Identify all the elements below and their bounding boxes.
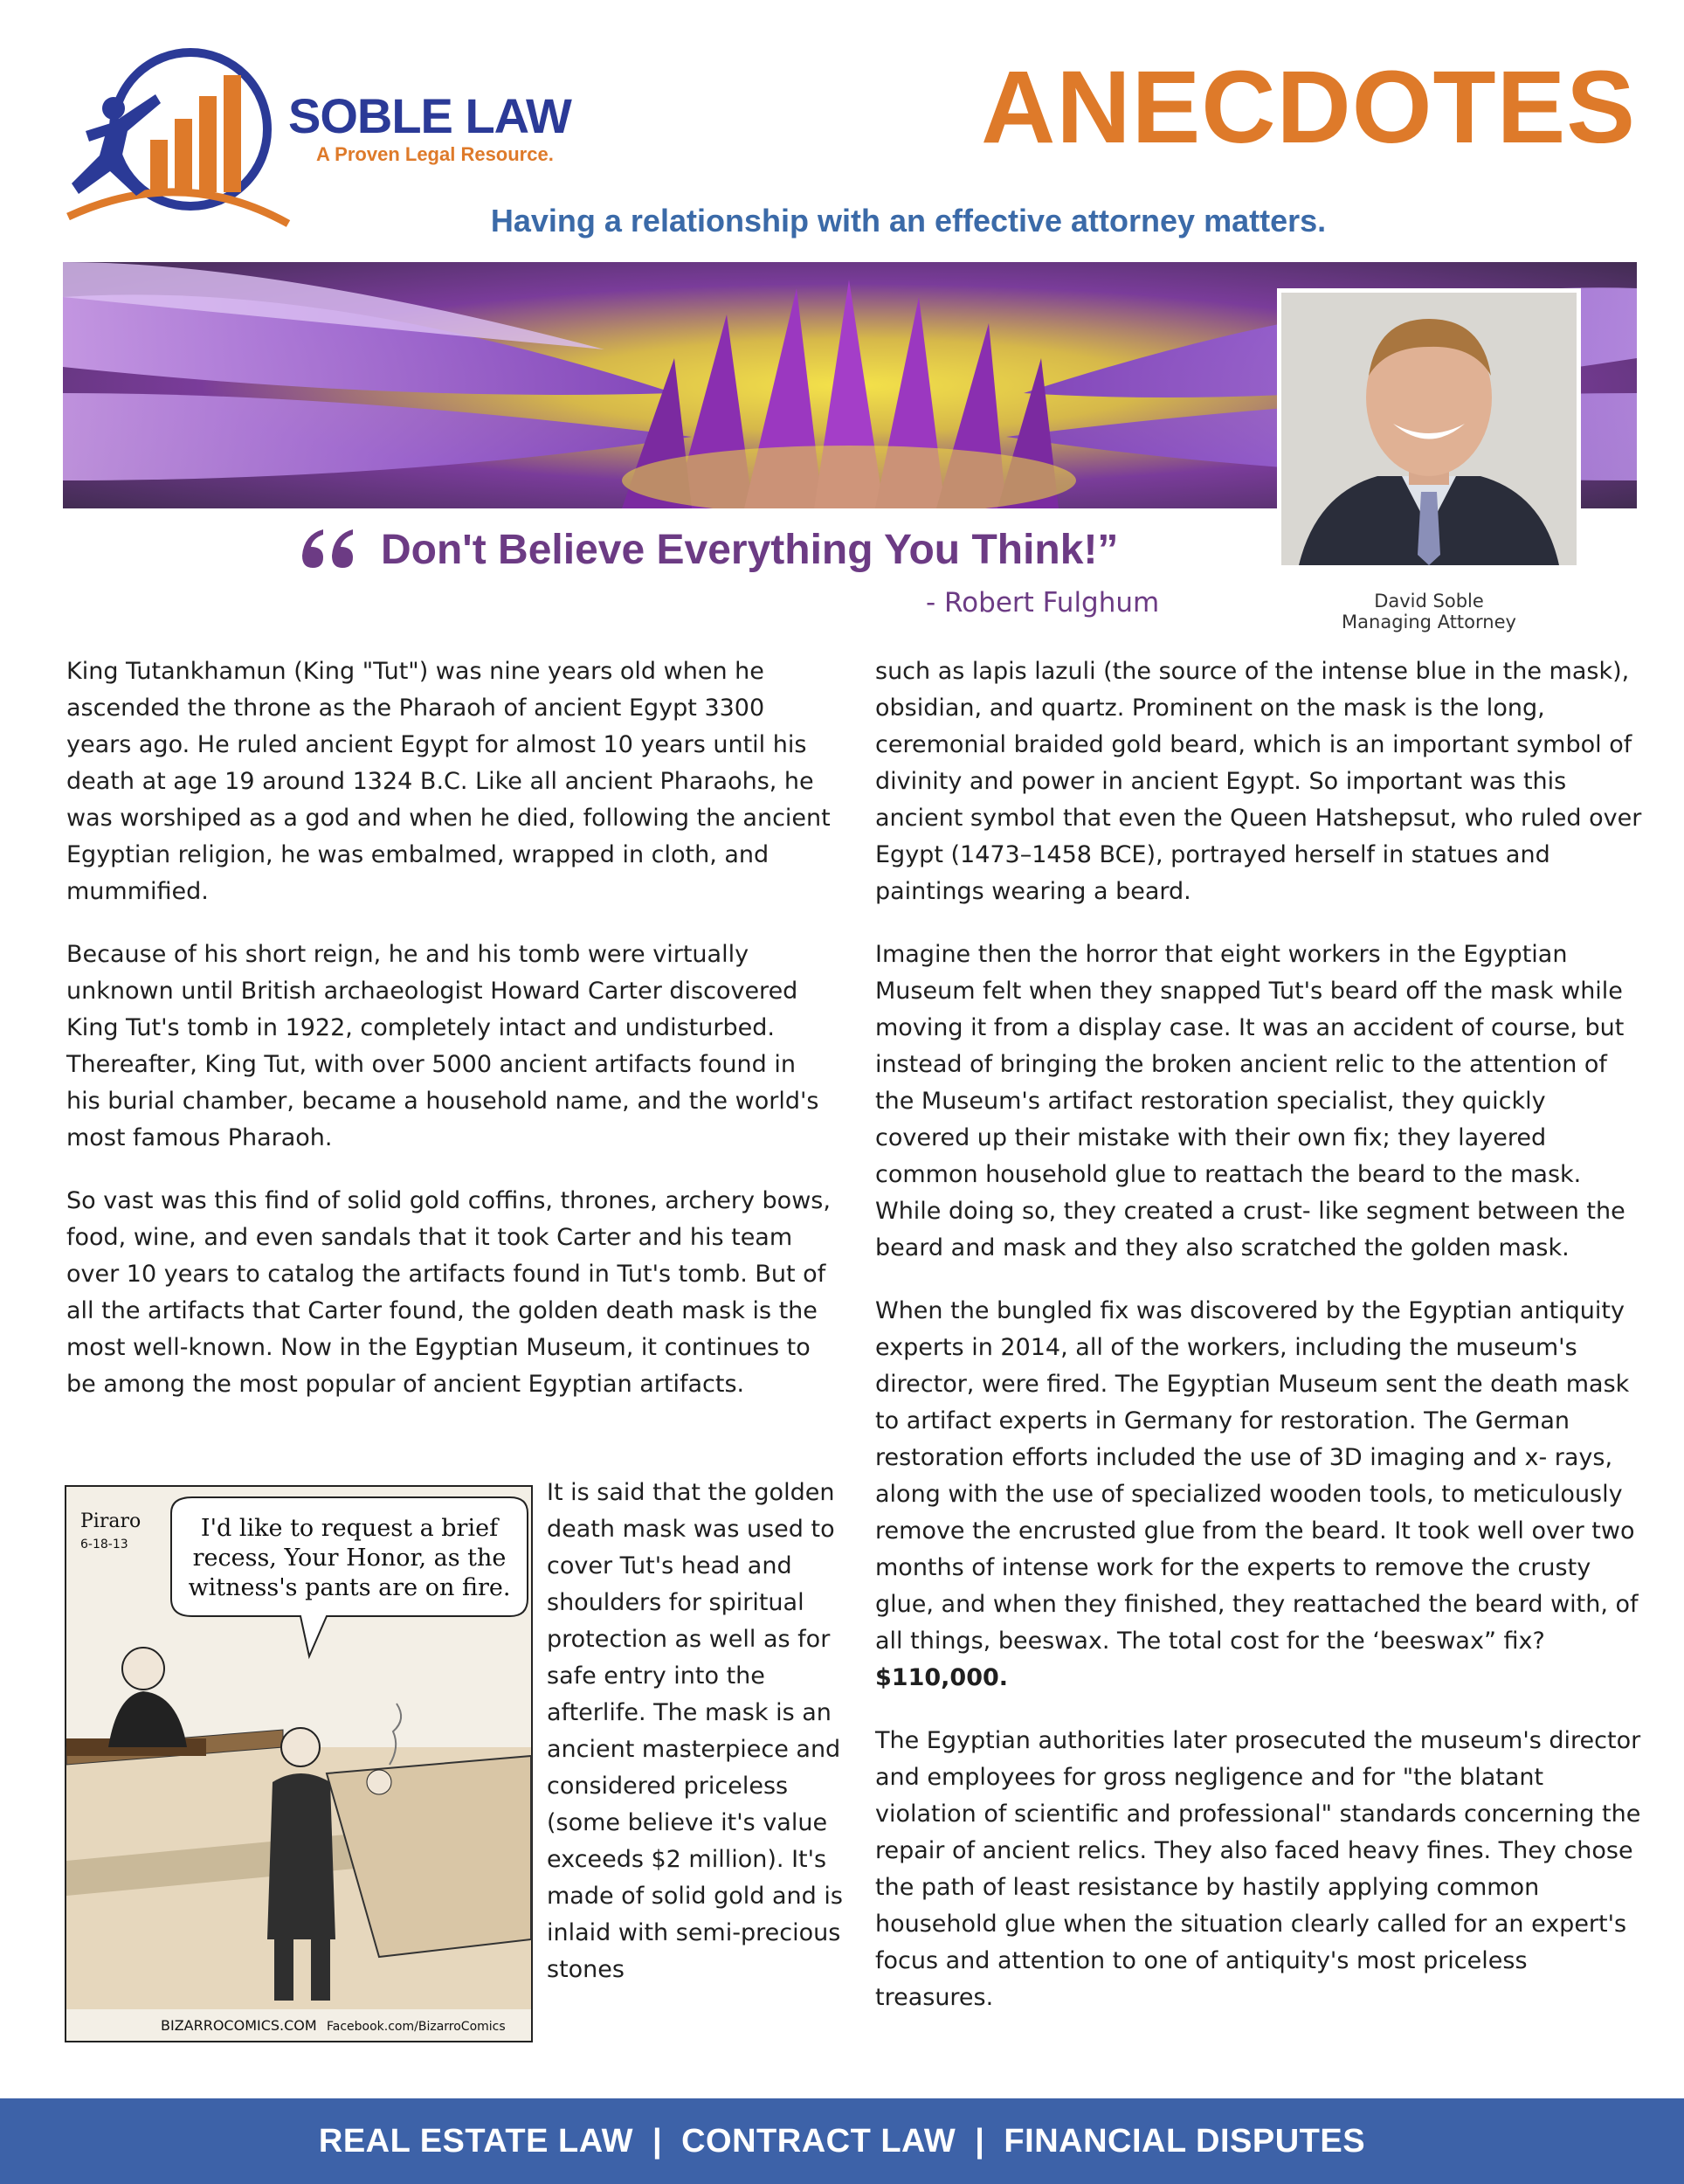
- attorney-title: Managing Attorney: [1342, 612, 1516, 632]
- article-paragraph: So vast was this find of solid gold coffins, thrones, archery bows, food, wine, and even sandals that it took Carter and his team over 10 years to catalog the artifacts found in Tut's tomb. But of all the artifacts that Carter found, the golden death mask is the most well-known. Now in the Egyptian Museum, it continues to be among the most popular of ancient Egyptian artifacts.: [66, 1187, 831, 1398]
- brand-name: SOBLE LAW: [288, 88, 571, 143]
- attorney-portrait-frame: [1277, 288, 1581, 570]
- article-paragraph-cost: [875, 1293, 1644, 1697]
- footer-separator: |: [975, 2122, 985, 2160]
- footer-practice-areas: [0, 2098, 1684, 2184]
- quote-text: Don't Believe Everything You Think!”: [381, 527, 1119, 573]
- article-paragraph: The Egyptian authorities later prosecuted the museum's director and employees for gross negligence and for "the blatant violation of scientific and professional" standards concerning the repair of ancient relics. They also faced heavy fines. They chose the path of least resistance by hastily applying common household glue when the situation clearly called for an expert's focus and attention to one of antiquity's most priceless treasures.: [875, 1727, 1641, 2011]
- bizarro-courtroom-cartoon: [65, 1485, 533, 2042]
- cartoon-speech-line: recess, Your Honor, as the: [192, 1545, 507, 1572]
- cartoon-date: 6-18-13: [80, 1538, 128, 1552]
- restoration-cost: $110,000.: [875, 1664, 1009, 1691]
- article-paragraph: When the bungled fix was discovered by the Egyptian antiquity experts in 2014, all of the workers, including the museum's director, were fired. The Egyptian Museum sent the death mask to artifact experts in Germany for restoration. The German restoration efforts included the use of 3D imaging and x- rays, along with the use of specialized wooden tools, to meticulously remove the encrusted glue from the beard. It took well over two months of intense work for the experts to remove the crusty glue, and when they finished, they reattached the beard with, of all things, beeswax. The total cost for the ‘beeswax” fix?: [875, 1297, 1639, 1655]
- quote-icon: [297, 522, 358, 571]
- footer-item-contract-law: CONTRACT LAW: [681, 2122, 956, 2160]
- quote-author: - Robert Fulghum: [926, 587, 1160, 619]
- footer-item-financial-disputes: FINANCIAL DISPUTES: [1004, 2122, 1366, 2160]
- article-paragraph: King Tutankhamun (King "Tut") was nine years old when he ascended the throne as the Pharaoh of ancient Egypt 3300 years ago. He ruled ancient Egypt for almost 10 years until his death at age 19 around 1324 B.C. Like all ancient Pharaohs, he was worshiped as a god and when he died, following the ancient Egyptian religion, he was embalmed, wrapped in cloth, and mummified.: [66, 658, 831, 905]
- article-paragraph: Imagine then the horror that eight workers in the Egyptian Museum felt when they snapped Tut's beard off the mask while moving it from a display case. It was an accident of course, but instead of bringing the broken ancient relic to the attention of the Museum's artifact restoration specialist, they quickly covered up their mistake with their own fix; they layered common household glue to reattach the beard to the mask. While doing so, they created a crust- like segment between the beard and mask and they also scratched the golden mask.: [875, 941, 1625, 1261]
- footer-separator: |: [652, 2122, 663, 2160]
- article-left-column: [66, 653, 835, 1429]
- cartoon-speech-line: I'd like to request a brief: [200, 1515, 499, 1542]
- article-paragraph: Because of his short reign, he and his tomb were virtually unknown until British archaeologist Howard Carter discovered King Tut's tomb in 1922, completely intact and undisturbed. Thereafter, King Tut, with over 5000 ancient artifacts found in his burial chamber, became a household name, and the world's most famous Pharaoh.: [66, 941, 819, 1151]
- brand-tagline: A Proven Legal Resource.: [316, 143, 554, 165]
- cartoon-signature: Piraro: [80, 1510, 141, 1532]
- footer-item-real-estate-law: REAL ESTATE LAW: [318, 2122, 633, 2160]
- cartoon-credit-left: BIZARROCOMICS.COM: [161, 2017, 317, 2034]
- article-paragraph: such as lapis lazuli (the source of the intense blue in the mask), obsidian, and quartz. Prominent on the mask is the long, ceremonial braided gold beard, which is an important symbol of divinity and power in ancient Egypt. So important was this ancient symbol that even the Queen Hatshepsut, who ruled over Egypt (1473–1458 BCE), portrayed herself in statues and paintings wearing a beard.: [875, 658, 1642, 905]
- mask-paragraph: It is said that the golden death mask was used to cover Tut's head and shoulders for spiritual protection as well as for safe entry into the afterlife. The mask is an ancient masterpiece and considered priceless (some believe it's value exceeds $2 million). It's made of solid gold and is inlaid with semi-precious stones: [547, 1479, 843, 1983]
- header-tagline: Having a relationship with an effective attorney matters.: [490, 203, 1327, 238]
- cartoon-speech-line: witness's pants are on fire.: [188, 1574, 511, 1601]
- attorney-name: David Soble: [1374, 591, 1484, 612]
- attorney-portrait: [1281, 293, 1577, 565]
- cartoon-credit-right: Facebook.com/BizarroComics: [327, 2020, 506, 2034]
- page-title: ANECDOTES: [981, 50, 1636, 165]
- article-right-column: [875, 653, 1644, 2042]
